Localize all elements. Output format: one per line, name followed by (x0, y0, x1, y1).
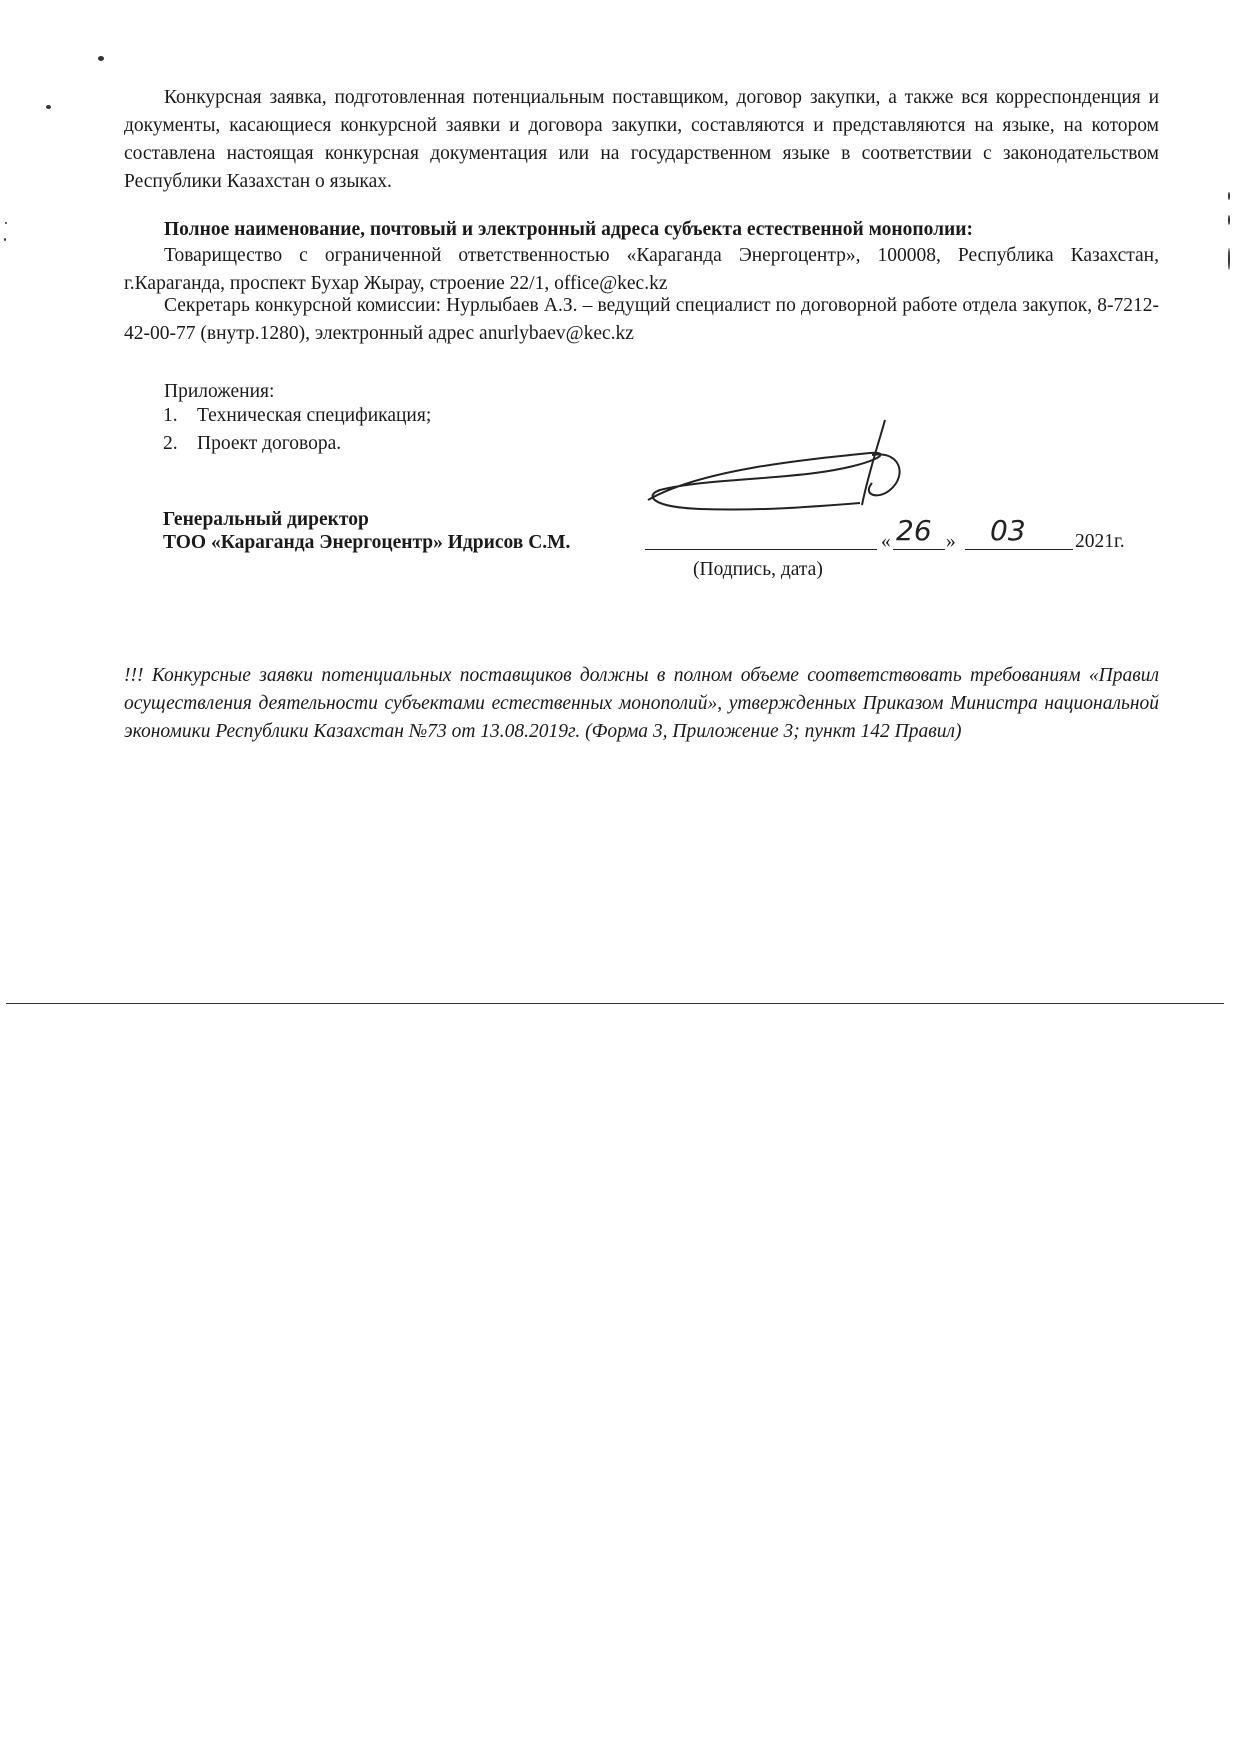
date-quote-open: « (881, 531, 891, 552)
signatory-organization: ТОО «Караганда Энергоцентр» Идрисов С.М. (163, 532, 571, 553)
attachment-number: 1. (163, 405, 178, 426)
attachment-item (163, 430, 341, 458)
attachment-text: Техническая спецификация; (197, 405, 432, 426)
attachment-number: 2. (163, 433, 178, 454)
attachments-label: Приложения: (164, 381, 275, 402)
date-month-line (965, 527, 1073, 550)
scan-speck (1228, 248, 1230, 270)
scan-speck (5, 222, 7, 224)
paragraph-language: Конкурсная заявка, подготовленная потенциальным поставщиком, договор закупки, а также вся корреспонденция и документы, касающиеся конкурсной заявки и договора закупки, составляются и представляются на языке, на котором составлена настоящая конкурсная документация или на государственном языке в соответствии с законодательством Республики Казахстан о языках. (124, 87, 1159, 192)
date-day-line (893, 527, 945, 550)
scan-speck (98, 56, 104, 61)
section-divider (6, 1003, 1224, 1004)
scan-speck (1228, 192, 1230, 200)
paragraph-secretary: Секретарь конкурсной комиссии: Нурлыбаев А.З. – ведущий специалист по договорной работе отдела закупок, 8-7212-42-00-77 (внутр.1280), электронный адрес anurlybaev@kec.kz (124, 295, 1159, 344)
signature-scribble (640, 415, 980, 525)
paragraph-company: Товарищество с ограниченной ответственностью «Караганда Энергоцентр», 100008, Республика Казахстан, г.Караганда, проспект Бухар Жырау, строение 22/1, office@kec.kz (124, 245, 1159, 294)
date-day: 26 (896, 514, 932, 547)
signature-line (645, 527, 877, 550)
note-requirements: !!! Конкурсные заявки потенциальных поставщиков должны в полном объеме соответствовать требованиям «Правил осуществления деятельности субъектами естественных монополий», утвержденных Приказом Министра национальной экономики Республики Казахстан №73 от 13.08.2019г. (Форма 3, Приложение 3; пункт 142 Правил) (124, 665, 1159, 742)
scan-speck (1228, 215, 1230, 225)
scan-speck (46, 105, 51, 109)
attachment-item (163, 402, 431, 430)
signature-caption: (Подпись, дата) (693, 559, 823, 580)
heading-address: Полное наименование, почтовый и электронный адреса субъекта естественной монополии: (164, 219, 973, 240)
attachment-text: Проект договора. (197, 433, 342, 454)
date-month: 03 (990, 514, 1026, 547)
date-quote-close: » (946, 531, 956, 552)
signatory-title: Генеральный директор (163, 509, 369, 530)
scan-speck (4, 238, 6, 241)
date-year: 2021г. (1075, 531, 1125, 552)
